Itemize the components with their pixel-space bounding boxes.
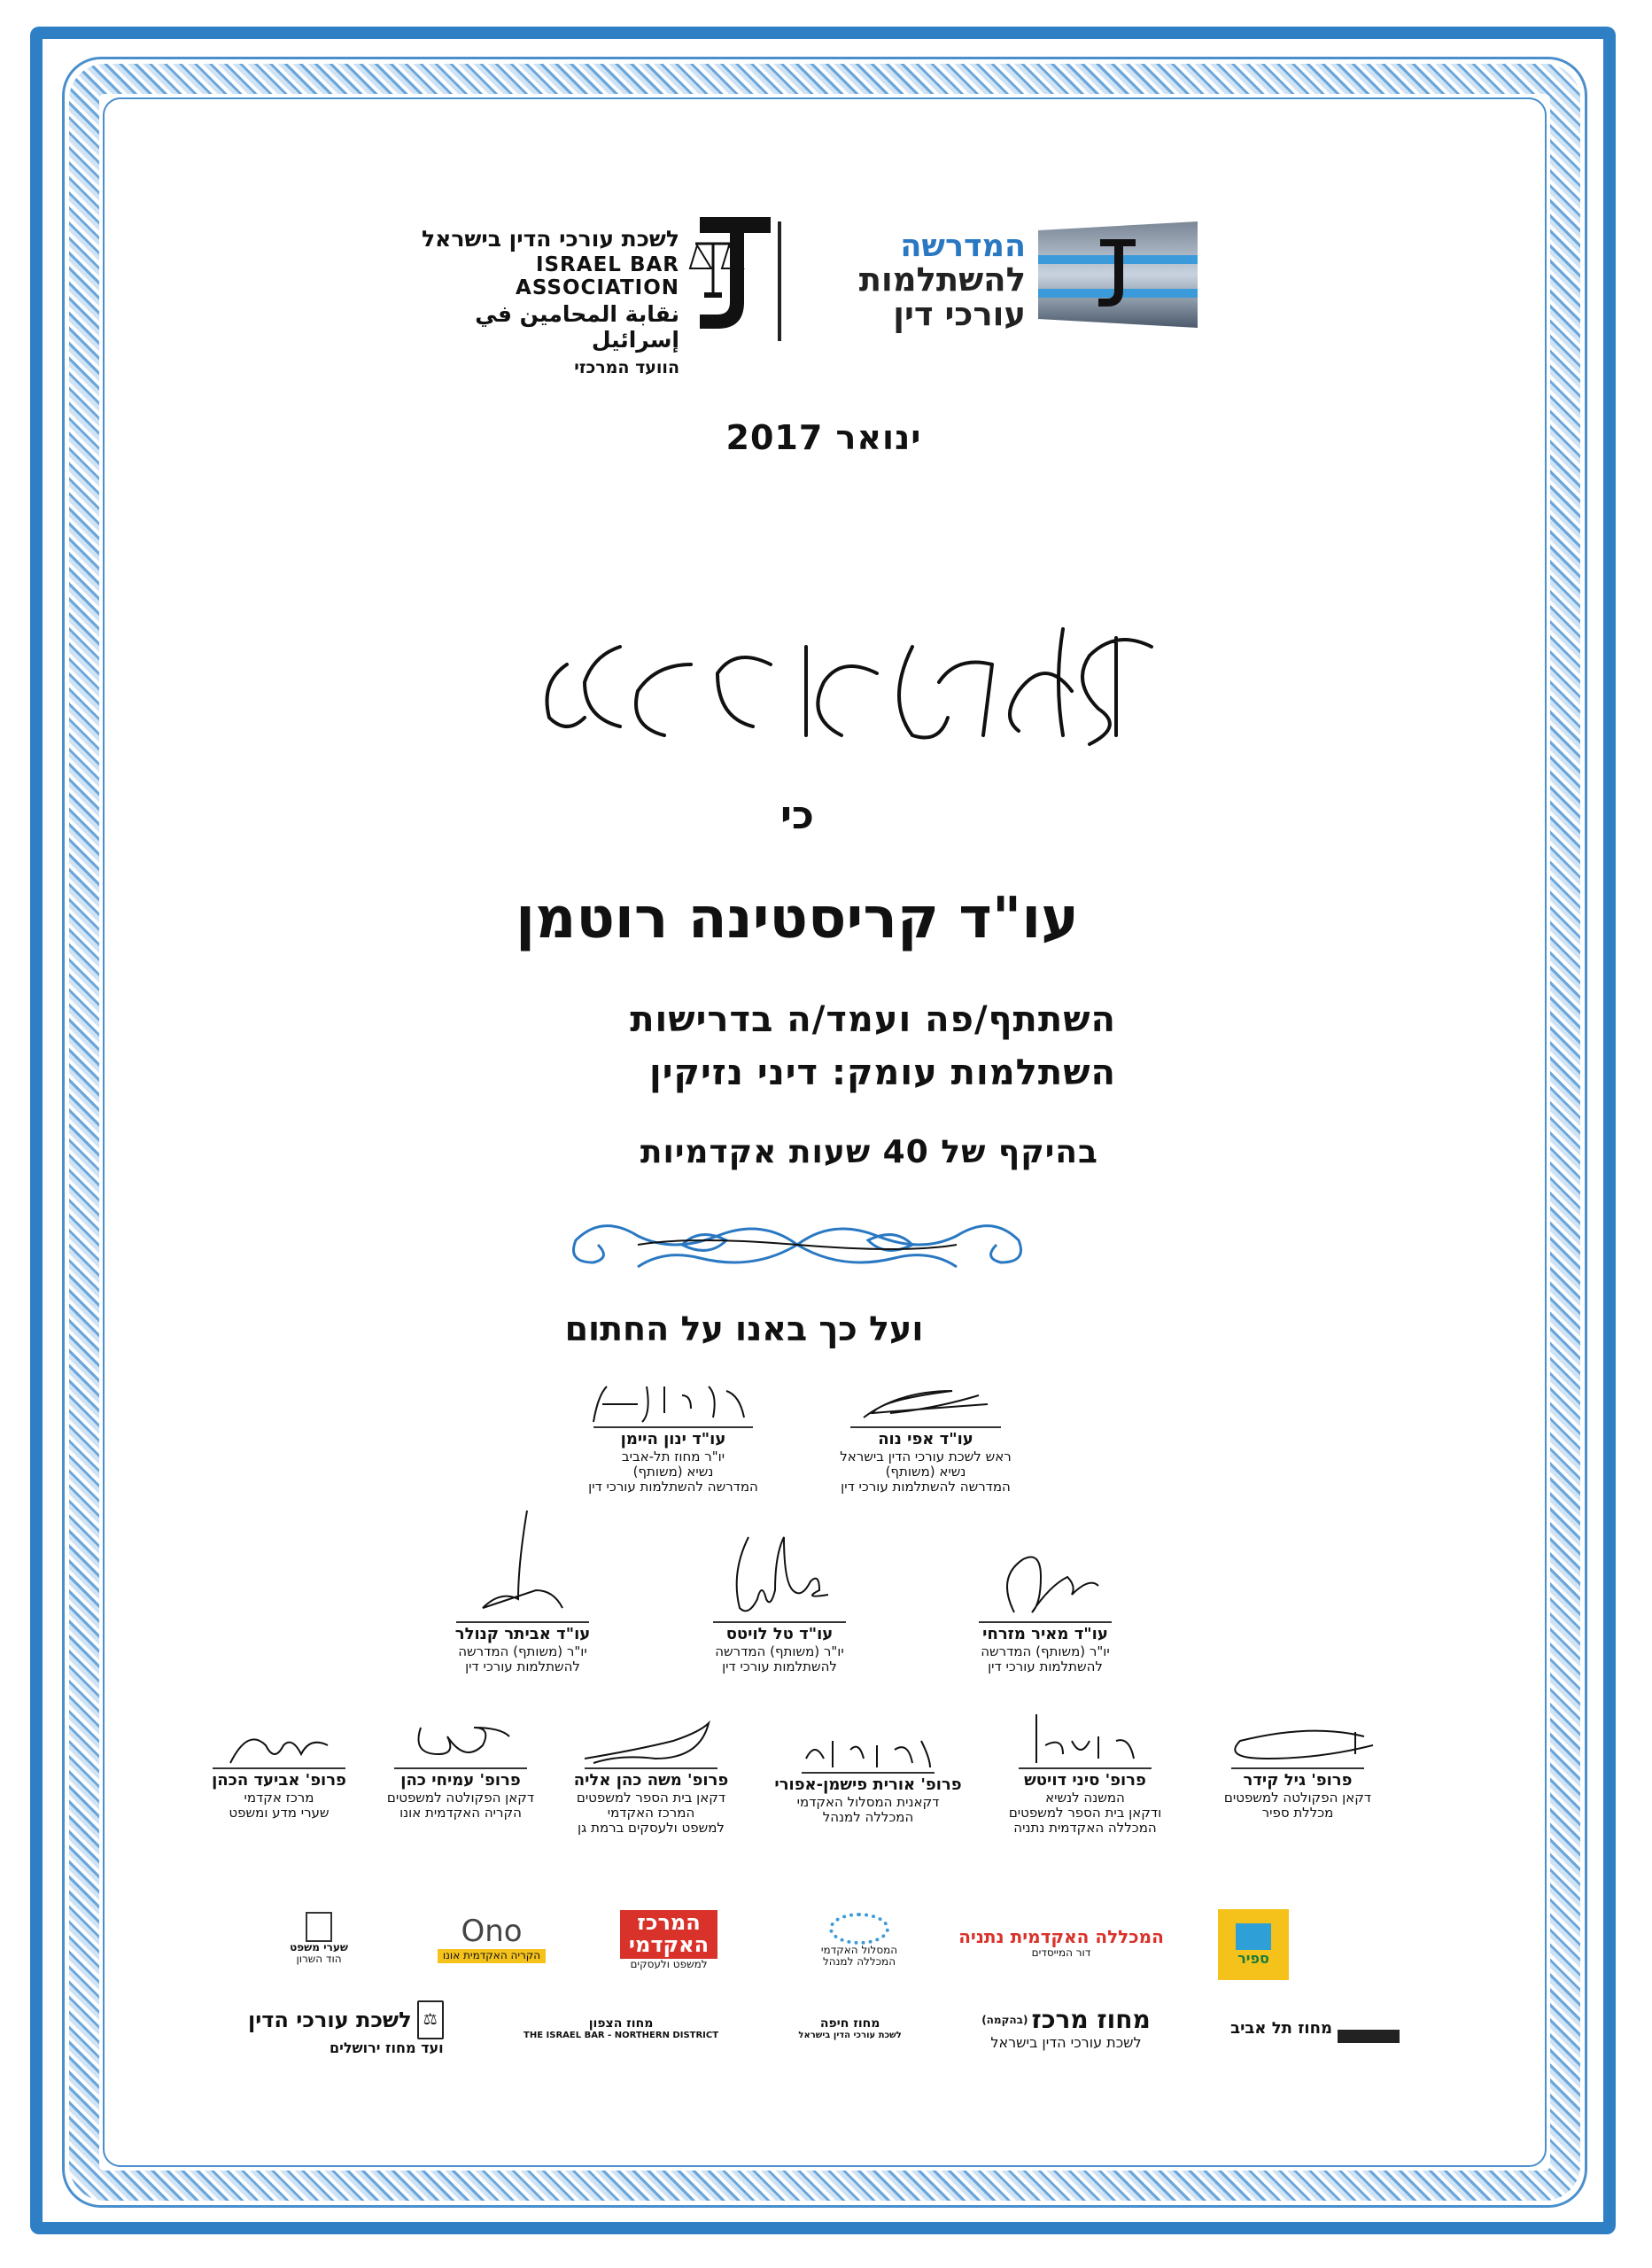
signature-icon xyxy=(797,1732,939,1772)
merkaz-line1: המרכז xyxy=(637,1910,701,1936)
signature-icon xyxy=(456,1506,589,1621)
signatory-title: נשיא (משותף) xyxy=(632,1463,714,1480)
signatory-title: המדרשה להשתלמות עורכי דין xyxy=(588,1479,758,1495)
shaarei-mishpat-logo xyxy=(266,1903,372,1974)
signatory-title: מכללת ספיר xyxy=(1261,1804,1334,1821)
body-line-3: בהיקף של 40 שעות אקדמיות xyxy=(640,1134,1098,1170)
signature-rule xyxy=(585,1767,717,1769)
sapir-text: ספיר xyxy=(1237,1949,1269,1967)
college-sub: המכללה למנהל xyxy=(822,1955,896,1968)
tel-aviv-district-logo xyxy=(1230,2014,1400,2043)
merkaz-badge xyxy=(620,1910,717,1958)
signature-rule xyxy=(850,1426,1001,1428)
north-district-logo xyxy=(524,2016,718,2040)
signature-icon xyxy=(855,1382,997,1426)
signatory-name: עו"ד טל לויטס xyxy=(725,1625,834,1643)
signatory-title: למשפט ולעסקים ברמת גן xyxy=(578,1820,725,1837)
school-name-block xyxy=(795,230,1026,331)
signatory-title: ודקאן בית הספר למשפטים xyxy=(1008,1804,1162,1821)
signature-rule xyxy=(802,1772,935,1774)
building-icon xyxy=(306,1912,332,1942)
haifa-district-logo xyxy=(798,2016,901,2040)
signatory-yinon-heiman xyxy=(567,1378,779,1495)
signatory-title: יו"ר (משותף) המדרשה xyxy=(715,1643,844,1659)
netanya-text: המכללה האקדמית נתניה xyxy=(958,1926,1164,1948)
signature-rule xyxy=(394,1767,527,1769)
border-edge-inner xyxy=(103,97,1547,2167)
jerusalem-district-head xyxy=(248,2000,444,2039)
signatory-title: מרכז אקדמי xyxy=(244,1789,314,1806)
signatory-gil-keidar xyxy=(1205,1723,1391,1821)
school-line3: עורכי דין xyxy=(893,294,1026,333)
haifa-sub: לשכת עורכי הדין בישראל xyxy=(798,2030,902,2040)
certificate-title xyxy=(496,611,1187,757)
merkaz-district-logo xyxy=(981,2005,1151,2051)
scales-of-justice-icon xyxy=(686,208,784,341)
scales-of-justice-icon: ⚖ xyxy=(417,2000,444,2039)
shaarei-sub: הוד השרון xyxy=(296,1953,342,1965)
signatory-title: המכללה למנהל xyxy=(822,1808,914,1825)
iba-hebrew: לשכת עורכי הדין בישראל xyxy=(422,226,679,252)
signature-icon xyxy=(403,1719,518,1767)
signature-rule xyxy=(713,1621,846,1623)
certificate-date: ינואר 2017 xyxy=(725,418,922,457)
iba-arabic: نقابة المحامين في إسرائيل xyxy=(475,301,679,353)
ono-logo xyxy=(430,1903,554,1974)
signatory-name: עו"ד ינון היימן xyxy=(620,1430,726,1449)
signature-rule xyxy=(213,1767,345,1769)
signatory-name: פרופ' משה כהן אליה xyxy=(573,1771,729,1790)
tel-aviv-text: מחוז תל אביב xyxy=(1230,2018,1332,2038)
signatory-name: פרופ' אורית פישמן-אפורי xyxy=(774,1775,962,1794)
signatory-title: הקריה האקדמית אונו xyxy=(399,1804,522,1821)
signature-icon xyxy=(221,1723,337,1767)
signature-rule xyxy=(1231,1767,1364,1769)
signature-rule xyxy=(456,1621,589,1623)
signatory-aviad-hacohen xyxy=(195,1723,363,1821)
iba-english: ISRAEL BAR ASSOCIATION xyxy=(516,253,679,299)
school-line1: המדרשה xyxy=(900,229,1026,264)
signatory-title: דקאן הפקולטה למשפטים xyxy=(386,1789,535,1806)
school-line2: להשתלמות xyxy=(858,260,1026,299)
signatory-sinai-deutsch xyxy=(983,1710,1187,1836)
signature-icon xyxy=(1222,1723,1373,1767)
signature-icon xyxy=(576,1719,726,1767)
body-line-1: השתתף/פה ועמד/ה בדרישות xyxy=(630,999,1116,1040)
signature-rule xyxy=(979,1621,1112,1623)
signatory-name: עו"ד מאיר מזרחי xyxy=(982,1625,1108,1643)
skyline-icon xyxy=(1338,2014,1400,2043)
jerusalem-district-logo xyxy=(248,2000,444,2056)
iba-text-block xyxy=(403,226,679,377)
ki-word: כי xyxy=(780,793,814,838)
merkaz-district-text: מחוז מרכז xyxy=(1031,2005,1151,2034)
ono-sub: הקריה האקדמית אונו xyxy=(438,1949,546,1962)
merkaz-district-tag: (בהקמה) xyxy=(981,2013,1028,2026)
signatory-efi-nave xyxy=(824,1382,1028,1495)
signatory-title: יו"ר מחוז תל-אביב xyxy=(621,1448,725,1464)
signatory-title: נשיא (משותף) xyxy=(885,1463,966,1480)
jerusalem-sub: ועד מחוז ירושלים xyxy=(329,2039,444,2056)
college-logo xyxy=(793,1905,926,1976)
haifa-text: מחוז חיפה xyxy=(819,2016,880,2031)
iba-council: הוועד המרכזי xyxy=(574,358,679,377)
signatory-title: דקאנית המסלול האקדמי xyxy=(796,1793,940,1810)
merkaz-district-sub: לשכת עורכי הדין בישראל xyxy=(990,2034,1142,2051)
sapir-logo xyxy=(1218,1909,1289,1980)
signatory-name: פרופ' סיני דויטש xyxy=(1024,1771,1146,1790)
recipient-name: עו"ד קריסטינה רוטמן xyxy=(516,886,1079,951)
signatory-name: עו"ד אביתר קנולר xyxy=(454,1625,591,1643)
merkaz-line2: האקדמי xyxy=(628,1932,710,1958)
signatory-title: המדרשה להשתלמות עורכי דין xyxy=(841,1479,1011,1495)
signatory-orit-fishman xyxy=(757,1732,979,1825)
north-en: THE ISRAEL BAR - NORTHERN DISTRICT xyxy=(524,2030,719,2040)
merkaz-akademi-logo xyxy=(593,1896,744,1984)
closing-line: ועל כך באנו על החתום xyxy=(564,1309,924,1348)
jerusalem-text: לשכת עורכי הדין xyxy=(248,2007,412,2032)
signatory-title: המשנה לנשיא xyxy=(1045,1789,1125,1806)
signatory-title: יו"ר (משותף) המדרשה xyxy=(981,1643,1110,1659)
signatory-meir-mizrahi xyxy=(957,1542,1134,1674)
signatory-title: דקאן הפקולטה למשפטים xyxy=(1223,1789,1372,1806)
flourish-ornament-icon xyxy=(558,1205,1036,1285)
netanya-sub: דור המייסדים xyxy=(1031,1946,1091,1960)
signatory-title: להשתלמות עורכי דין xyxy=(722,1658,837,1674)
signature-rule xyxy=(1019,1767,1152,1769)
college-text: המסלול האקדמי xyxy=(820,1943,898,1956)
signatory-title: ראש לשכת עורכי הדין בישראל xyxy=(840,1448,1012,1464)
header-divider xyxy=(778,221,781,341)
signatory-name: פרופ' גיל קידר xyxy=(1243,1771,1353,1790)
signatory-title: להשתלמות עורכי דין xyxy=(988,1658,1103,1674)
merkaz-sub: למשפט ולעסקים xyxy=(630,1957,708,1970)
signatory-amichai-cohen xyxy=(372,1719,549,1821)
signatory-name: פרופ' אביעד הכהן xyxy=(212,1771,346,1790)
signature-rule xyxy=(593,1426,753,1428)
shaarei-text: שערי משפט xyxy=(290,1940,348,1953)
signature-icon xyxy=(713,1528,846,1621)
signatory-moshe-cohen-eliya xyxy=(549,1719,753,1836)
signatory-title: דקאן בית הספר למשפטים xyxy=(576,1789,726,1806)
body-line-2: השתלמות עומק: דיני נזיקין xyxy=(649,1052,1116,1093)
netanya-logo xyxy=(955,1921,1167,1965)
signatory-title: יו"ר (משותף) המדרשה xyxy=(458,1643,587,1659)
signature-icon xyxy=(988,1542,1103,1621)
college-mark-icon xyxy=(829,1913,889,1945)
merkaz-district-head xyxy=(981,2005,1151,2034)
title-text: תעודת הוקרה xyxy=(839,695,844,696)
signature-icon xyxy=(585,1378,762,1426)
signatory-title: המרכז האקדמי xyxy=(607,1804,695,1821)
signatory-tal-levites xyxy=(691,1528,868,1674)
signatory-title: להשתלמות עורכי דין xyxy=(465,1658,580,1674)
handwritten-title-icon xyxy=(496,611,1187,753)
north-text: מחוז הצפון xyxy=(588,2016,654,2031)
school-logo-icon xyxy=(1029,204,1206,346)
signatory-evyatar-knoller xyxy=(434,1506,611,1674)
signature-icon xyxy=(1019,1710,1152,1767)
signatory-title: שערי מדע ומשפט xyxy=(229,1804,330,1821)
ono-text: Ono xyxy=(461,1914,523,1950)
signatory-title: המכללה האקדמית נתניה xyxy=(1013,1820,1157,1837)
signatory-name: פרופ' עמיחי כהן xyxy=(400,1771,521,1790)
district-logos-row xyxy=(248,1997,1400,2059)
sapir-mark-icon xyxy=(1236,1923,1271,1950)
signatory-name: עו"ד אפי נוה xyxy=(878,1430,973,1449)
